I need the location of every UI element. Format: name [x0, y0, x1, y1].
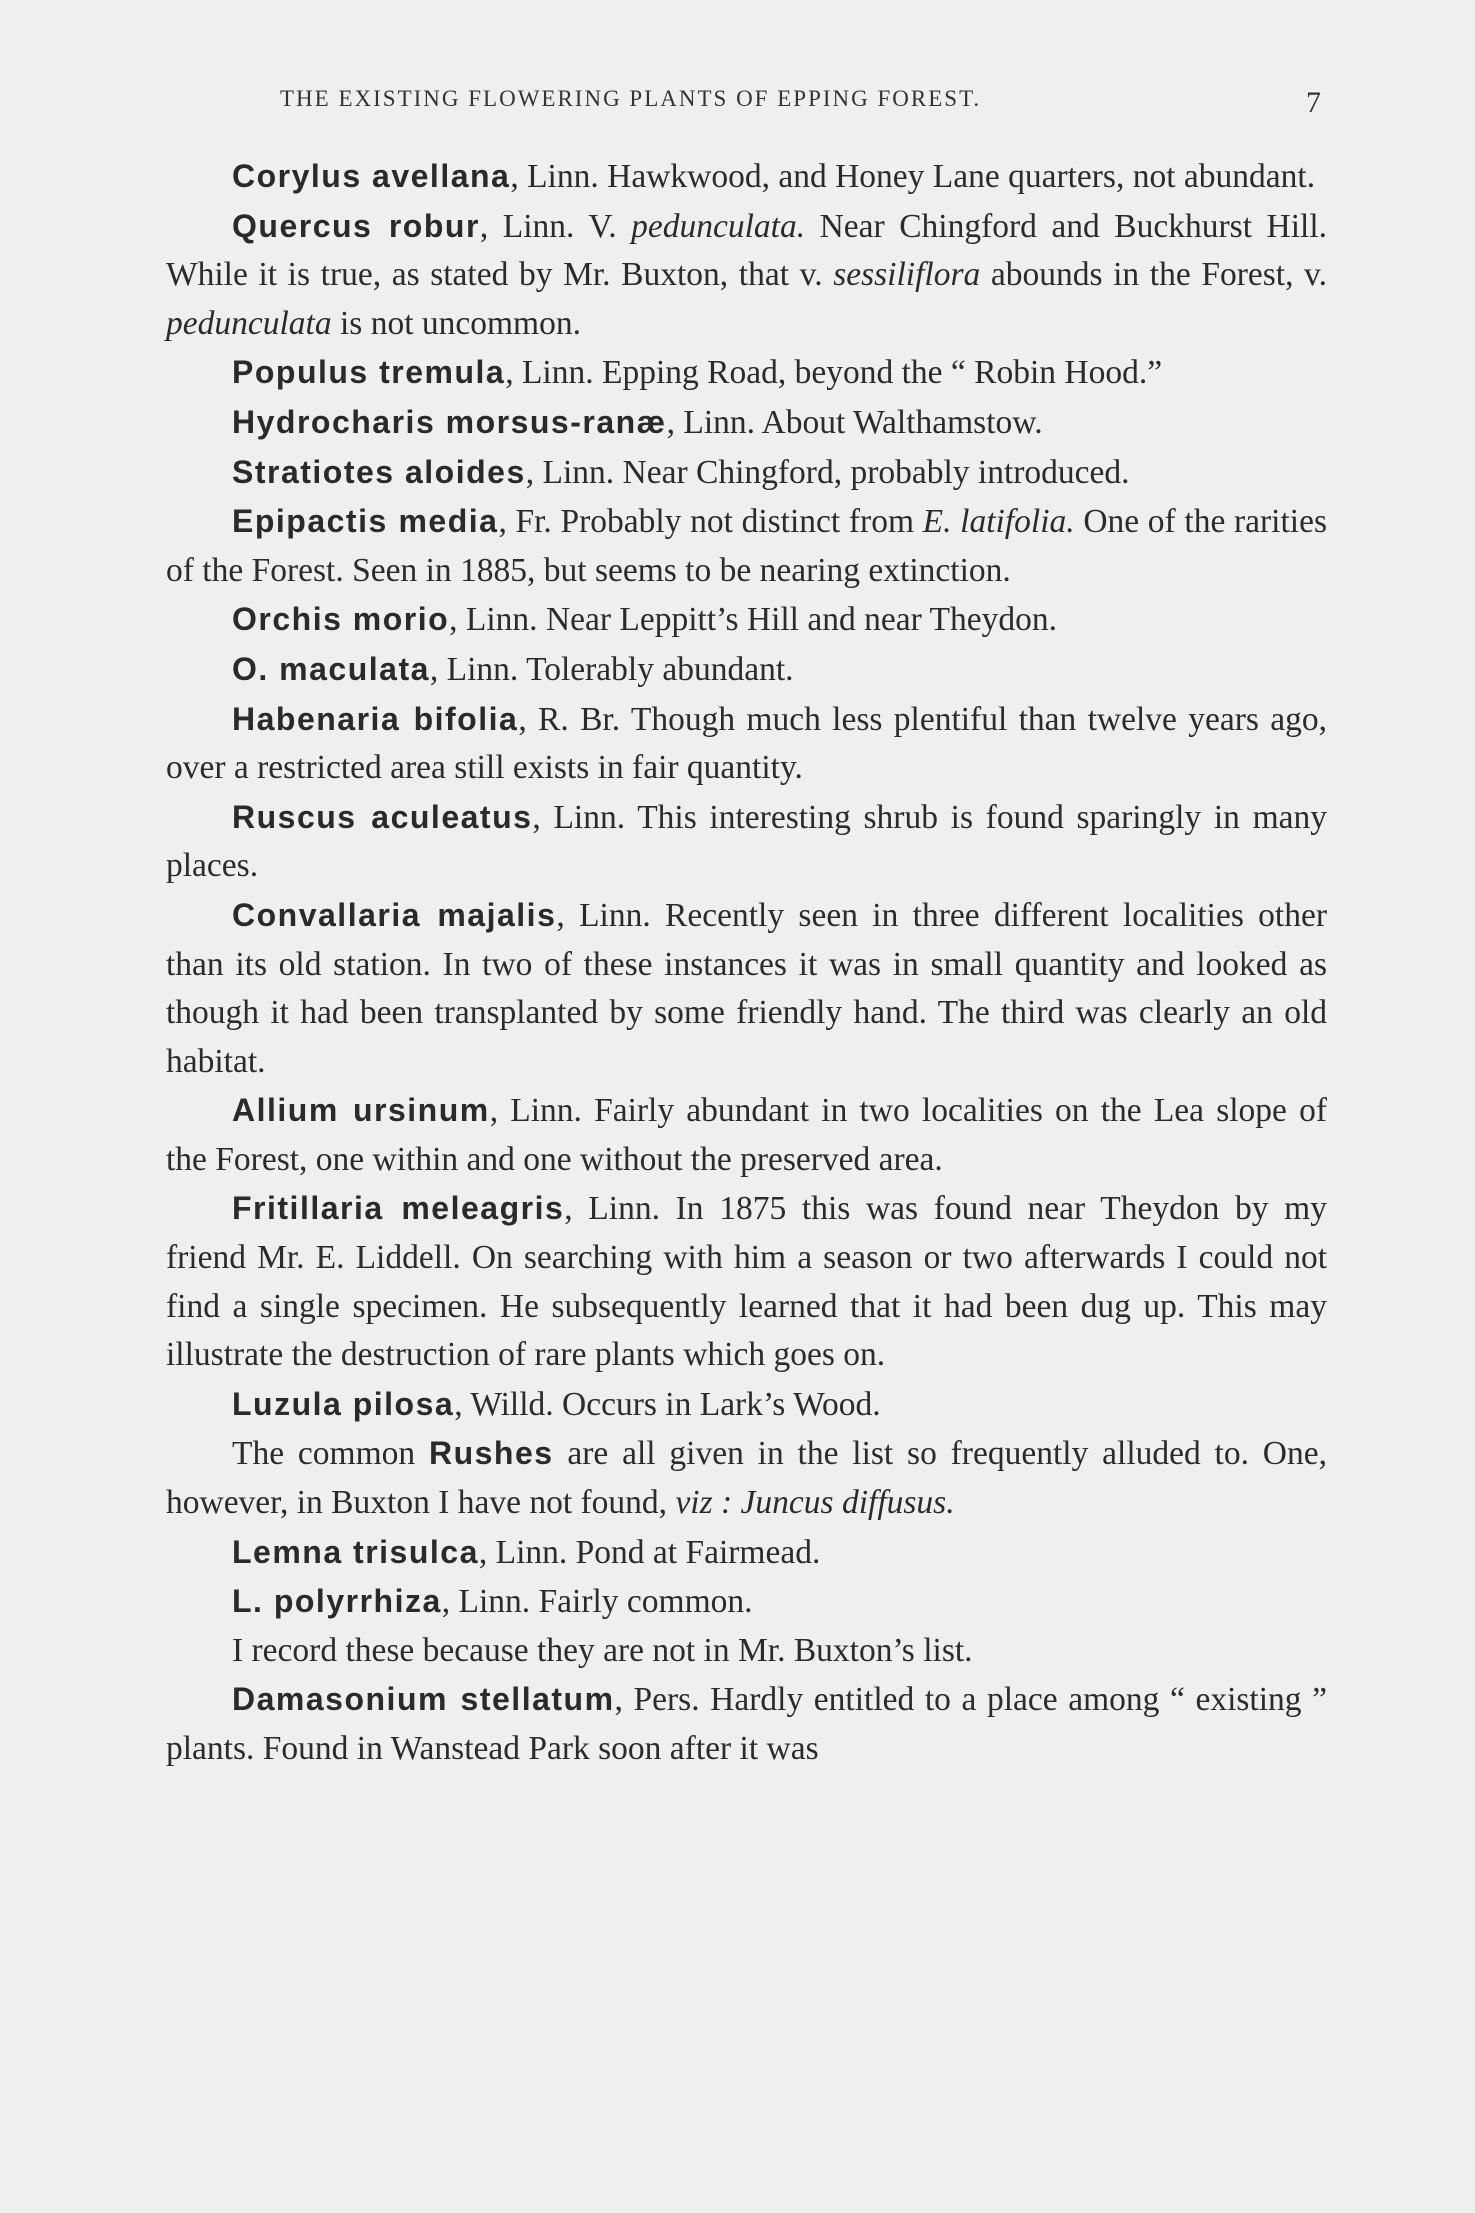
species-name: Epipactis media — [232, 503, 499, 540]
entry-allium: Allium ursinum, Linn. Fairly abundant in two localities on the Lea slope of the Forest, one within and one without the preserved area. — [166, 1092, 1327, 1178]
entry-luzula: Luzula pilosa, Willd. Occurs in Lark’s Wood. — [232, 1385, 881, 1423]
species-name: Stratiotes aloides — [232, 453, 526, 490]
entry-rushes: The common Rushes are all given in the list so frequently alluded to. One, however, in Buxton I have not found, viz : Juncus diffusus. — [166, 1435, 1327, 1522]
species-name: Quercus robur — [232, 207, 480, 244]
species-name: O. maculata — [232, 650, 430, 687]
species-name: Corylus avellana — [232, 158, 511, 194]
species-name: Fritillaria meleagris — [232, 1190, 565, 1227]
entry-corylus: Corylus avellana, Linn. Hawkwood, and Honey Lane quarters, not abundant. — [232, 158, 1316, 195]
species-name: Populus tremula — [232, 354, 506, 391]
species-name: Allium ursinum — [232, 1092, 490, 1129]
entry-quercus: Quercus robur, Linn. V. pedunculata. Near Chingford and Buckhurst Hill. While it is true, as stated by Mr. Buxton, that v. sessiliflora abounds in the Forest, v. pedunculata is not uncommon. — [166, 207, 1328, 342]
species-name: Damasonium stellatum — [232, 1681, 615, 1718]
species-name: L. polyrrhiza — [232, 1583, 442, 1620]
entry-lemna-polyrrhiza: L. polyrrhiza, Linn. Fairly common. — [232, 1583, 753, 1621]
entry-ruscus: Ruscus aculeatus, Linn. This interesting shrub is found sparingly in many places. — [166, 798, 1328, 885]
body-text — [166, 152, 1327, 1774]
entry-record-note: I record these because they are not in Mr. Buxton’s list. — [232, 1631, 973, 1669]
entry-fritillaria: Fritillaria meleagris, Linn. In 1875 this was found near Theydon by my friend Mr. E. Liddell. On searching with him a season or two afterwards I could not find a single specimen. He subsequently learned that it had been dug up. This may illustrate the destruction of rare plants which goes on. — [166, 1190, 1327, 1374]
entry-orchis-morio: Orchis morio, Linn. Near Leppitt’s Hill and near Theydon. — [232, 601, 1057, 639]
species-name: Hydrocharis morsus-ranæ — [232, 403, 667, 440]
species-name: Habenaria bifolia — [232, 700, 519, 737]
entry-damasonium: Damasonium stellatum, Pers. Hardly entitled to a place among “ existing ” plants. Found in Wanstead Park soon after it was — [166, 1681, 1327, 1767]
species-name: Rushes — [428, 1435, 554, 1472]
entry-orchis-maculata: O. maculata, Linn. Tolerably abundant. — [232, 650, 794, 688]
entry-convallaria: Convallaria majalis, Linn. Recently seen in three different localities other than its old station. In two of these instances it was in small quantity and looked as though it had been transplanted by some friendly hand. The third was clearly an old habitat. — [166, 896, 1328, 1080]
species-name: Ruscus aculeatus — [232, 798, 533, 835]
species-name: Lemna trisulca — [232, 1533, 479, 1570]
entry-epipactis: Epipactis media, Fr. Probably not distinct from E. latifolia. One of the rarities of the Forest. Seen in 1885, but seems to be nearing extinction. — [166, 503, 1327, 589]
species-name: Orchis morio — [232, 601, 450, 638]
entry-lemna-trisulca: Lemna trisulca, Linn. Pond at Fairmead. — [232, 1533, 821, 1571]
entry-habenaria: Habenaria bifolia, R. Br. Though much less plentiful than twelve years ago, over a restricted area still exists in fair quantity. — [166, 700, 1328, 787]
species-name: Convallaria majalis — [232, 896, 557, 933]
entry-stratiotes: Stratiotes aloides, Linn. Near Chingford, probably introduced. — [232, 453, 1130, 491]
entry-populus: Populus tremula, Linn. Epping Road, beyond the “ Robin Hood.” — [232, 354, 1163, 392]
running-title: THE EXISTING FLOWERING PLANTS OF EPPING FOREST. — [280, 86, 982, 111]
page-number: 7 — [1306, 86, 1321, 119]
species-name: Luzula pilosa — [232, 1385, 455, 1422]
entry-hydrocharis: Hydrocharis morsus-ranæ, Linn. About Walthamstow. — [232, 403, 1043, 441]
